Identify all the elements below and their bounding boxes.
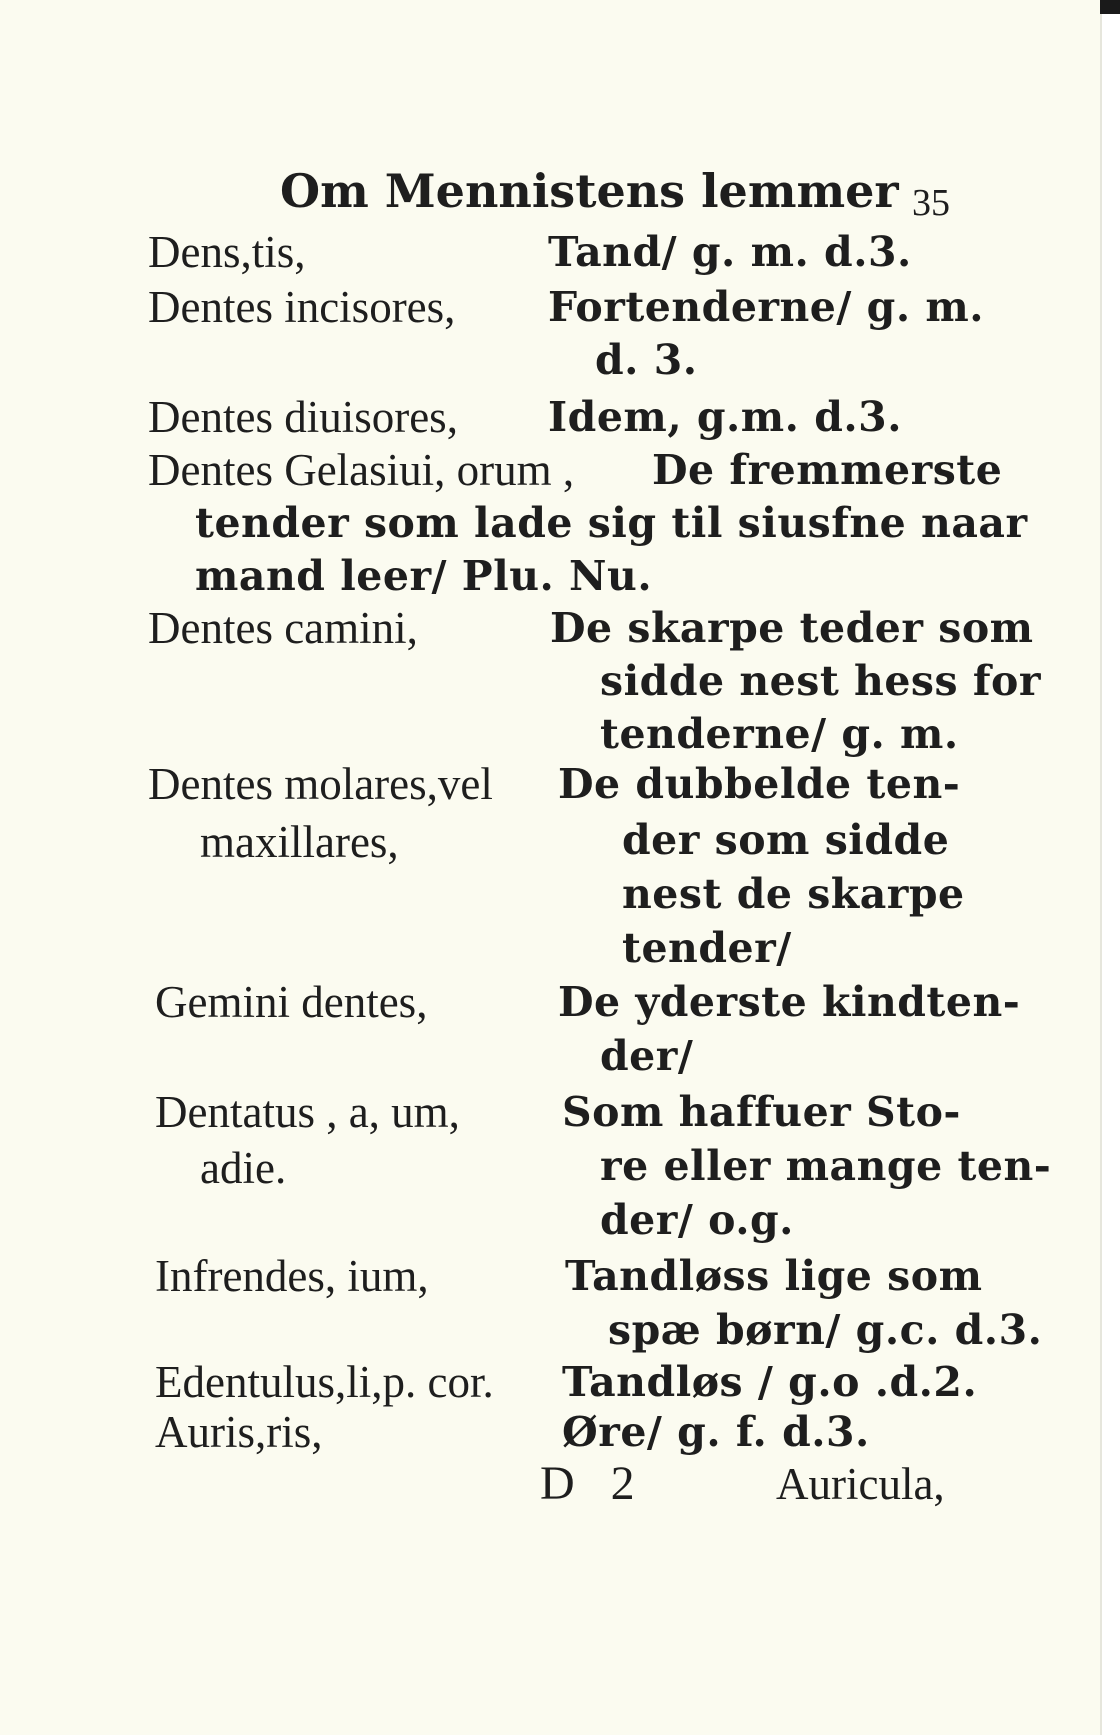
latin-term: Dentes incisores, <box>148 282 456 332</box>
latin-term: Dentes molares,vel <box>148 759 493 809</box>
danish-gloss: spæ børn/ g.c. d.3. <box>608 1306 1043 1354</box>
latin-term: adie. <box>200 1143 287 1193</box>
danish-gloss: tenderne/ g. m. <box>600 710 959 758</box>
catchword: Auricula, <box>776 1459 945 1509</box>
scan-corner-mark <box>1100 0 1120 14</box>
latin-term: Gemini dentes, <box>155 977 428 1027</box>
danish-gloss: Øre/ g. f. d.3. <box>562 1408 870 1456</box>
latin-term: Auris,ris, <box>155 1407 323 1457</box>
danish-gloss: mand leer/ Plu. Nu. <box>195 552 653 600</box>
danish-gloss: De yderste kindten- <box>558 978 1021 1026</box>
danish-gloss: De skarpe teder som <box>550 604 1034 652</box>
latin-term: Dentes Gelasiui, orum , <box>148 445 575 495</box>
danish-gloss: der som sidde <box>622 816 950 864</box>
latin-term: maxillares, <box>200 817 399 867</box>
danish-gloss: d. 3. <box>595 336 698 384</box>
danish-gloss: Tandløs / g.o .d.2. <box>562 1358 978 1406</box>
page-edge-divider <box>1100 0 1102 1735</box>
latin-term: Dentatus , a, um, <box>155 1087 460 1137</box>
page-number: 35 <box>912 182 950 224</box>
danish-gloss: tender som lade sig til siusfne naar <box>195 499 1028 547</box>
danish-gloss: der/ o.g. <box>600 1196 794 1244</box>
danish-gloss: sidde nest hess for <box>600 657 1041 705</box>
signature-mark: D 2 <box>540 1457 635 1510</box>
danish-gloss: tender/ <box>622 924 792 972</box>
latin-term: Dentes camini, <box>148 603 418 653</box>
danish-gloss: Fortenderne/ g. m. <box>548 283 985 331</box>
danish-gloss: Tand/ g. m. d.3. <box>548 228 912 276</box>
danish-gloss: De fremmerste <box>652 446 1003 494</box>
danish-gloss: Tandløss lige som <box>565 1252 983 1300</box>
danish-gloss: Idem, g.m. d.3. <box>548 393 902 441</box>
latin-term: Infrendes, ium, <box>155 1251 429 1301</box>
danish-gloss: der/ <box>600 1032 694 1080</box>
running-title: Om Mennistens lemmer <box>280 164 899 218</box>
latin-term: Dentes diuisores, <box>148 392 458 442</box>
danish-gloss: Som haffuer Sto- <box>562 1088 961 1136</box>
latin-term: Edentulus,li,p. cor. <box>155 1357 494 1407</box>
latin-term: Dens,tis, <box>148 227 306 277</box>
danish-gloss: re eller mange ten- <box>600 1142 1052 1190</box>
danish-gloss: De dubbelde ten- <box>558 760 961 808</box>
danish-gloss: nest de skarpe <box>622 870 965 918</box>
